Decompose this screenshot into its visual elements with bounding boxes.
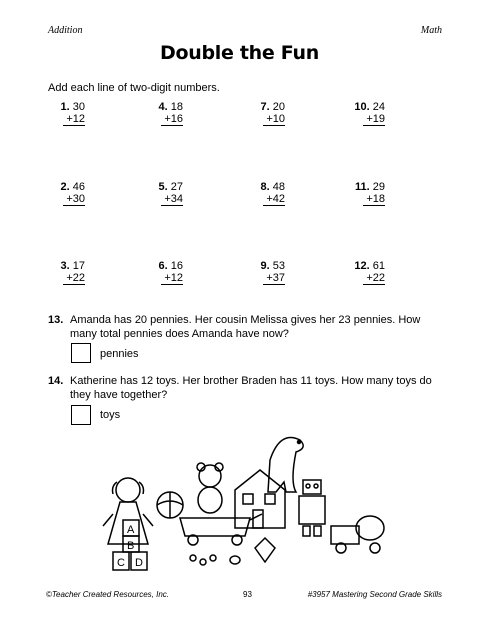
svg-text:C: C xyxy=(117,557,125,569)
problem-bottom: +42 xyxy=(263,193,285,206)
footer-page-number: 93 xyxy=(243,590,252,599)
page-title: Double the Fun xyxy=(160,42,319,64)
problem-top: 46 xyxy=(72,181,85,193)
toy-truck-icon xyxy=(356,516,384,540)
teddy-bear-icon xyxy=(199,465,221,487)
answer-unit-14: toys xyxy=(100,409,121,421)
problem-number: 1. xyxy=(60,101,70,113)
problem-number: 9. xyxy=(260,260,270,272)
footer-copyright: ©Teacher Created Resources, Inc. xyxy=(46,590,169,599)
problem-12 xyxy=(337,260,385,285)
problem-3 xyxy=(37,260,85,285)
word-problem-14 xyxy=(48,374,448,401)
problem-9 xyxy=(237,260,285,285)
problem-top: 27 xyxy=(170,181,183,193)
word-problem-text: Katherine has 12 toys. Her brother Braden has 11 toys. How many toys do they have together? xyxy=(70,375,432,401)
problem-bottom: +34 xyxy=(161,193,183,206)
problem-5 xyxy=(135,181,183,206)
answer-box-13[interactable] xyxy=(71,343,91,363)
word-problem-text: Amanda has 20 pennies. Her cousin Melissa gives her 23 pennies. How many total pennies does Amanda have now? xyxy=(70,314,421,340)
problem-top: 16 xyxy=(170,260,183,272)
problem-10 xyxy=(337,101,385,126)
problem-bottom: +12 xyxy=(161,272,183,285)
problem-bottom: +16 xyxy=(161,113,183,126)
problem-number: 6. xyxy=(158,260,168,272)
problem-top: 29 xyxy=(372,181,385,193)
problem-top: 48 xyxy=(272,181,285,193)
problem-number: 3. xyxy=(60,260,70,272)
problem-1 xyxy=(37,101,85,126)
problem-bottom: +22 xyxy=(363,272,385,285)
word-problem-number: 13. xyxy=(48,314,64,326)
problem-top: 61 xyxy=(372,260,385,272)
wagon-icon xyxy=(180,518,250,536)
problem-top: 20 xyxy=(272,101,285,113)
problem-7 xyxy=(237,101,285,126)
problem-number: 7. xyxy=(260,101,270,113)
svg-text:D: D xyxy=(135,557,143,569)
problem-top: 24 xyxy=(372,101,385,113)
problem-bottom: +18 xyxy=(363,193,385,206)
problem-number: 12. xyxy=(354,260,370,272)
problem-bottom: +22 xyxy=(63,272,85,285)
problem-number: 2. xyxy=(60,181,70,193)
problem-number: 5. xyxy=(158,181,168,193)
svg-text:B: B xyxy=(127,540,135,552)
problem-8 xyxy=(237,181,285,206)
doll-icon xyxy=(116,478,140,502)
problem-top: 53 xyxy=(272,260,285,272)
problem-top: 30 xyxy=(72,101,85,113)
problem-2 xyxy=(37,181,85,206)
header-subject: Addition xyxy=(48,25,83,36)
footer-book-title: #3957 Mastering Second Grade Skills xyxy=(307,590,442,599)
problem-11 xyxy=(337,181,385,206)
problem-number: 10. xyxy=(354,101,370,113)
answer-box-14[interactable] xyxy=(71,405,91,425)
problem-number: 4. xyxy=(158,101,168,113)
answer-unit-13: pennies xyxy=(100,348,139,360)
word-problem-13 xyxy=(48,313,448,340)
problem-bottom: +12 xyxy=(63,113,85,126)
problem-number: 8. xyxy=(260,181,270,193)
problem-bottom: +30 xyxy=(63,193,85,206)
problem-6 xyxy=(135,260,183,285)
toys-illustration-icon xyxy=(95,430,395,578)
header-category: Math xyxy=(420,25,442,36)
problem-bottom: +37 xyxy=(263,272,285,285)
word-problem-number: 14. xyxy=(48,375,64,387)
problem-bottom: +10 xyxy=(263,113,285,126)
toy-mouse-icon xyxy=(230,556,240,564)
spinning-top-icon xyxy=(255,538,275,562)
dinosaur-icon xyxy=(268,438,303,493)
svg-text:A: A xyxy=(127,524,135,536)
problem-top: 17 xyxy=(72,260,85,272)
problem-number: 11. xyxy=(355,181,370,193)
problem-4 xyxy=(135,101,183,126)
problem-bottom: +19 xyxy=(363,113,385,126)
instructions: Add each line of two-digit numbers. xyxy=(48,82,220,94)
problem-top: 18 xyxy=(170,101,183,113)
